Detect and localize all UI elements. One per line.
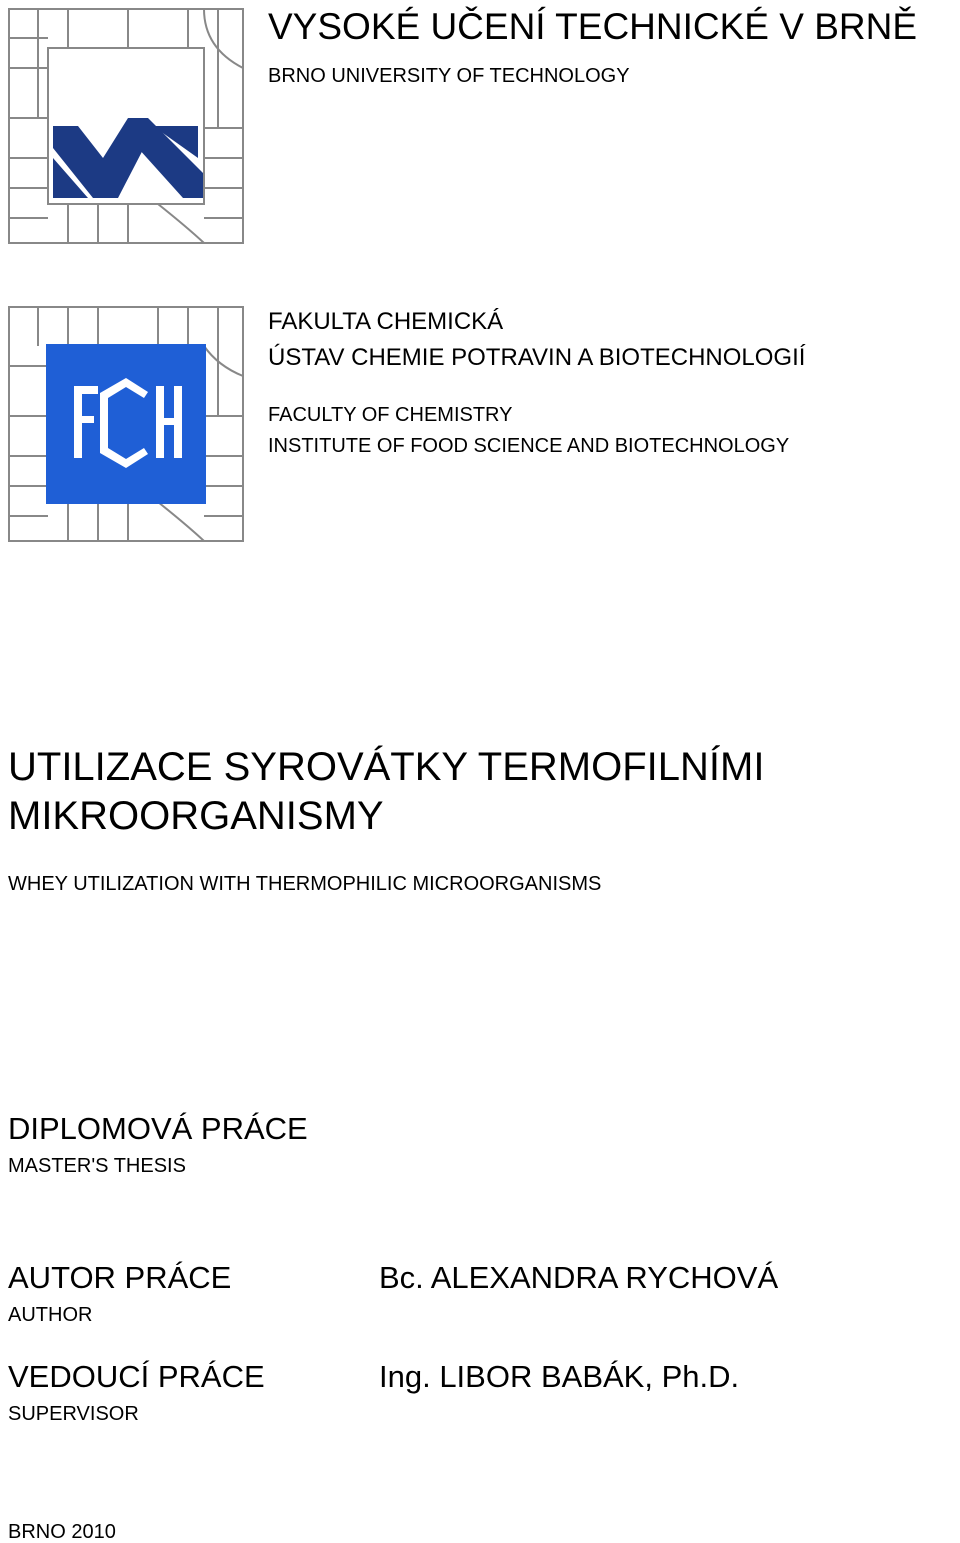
institute-name-en: INSTITUTE OF FOOD SCIENCE AND BIOTECHNOLOGY bbox=[268, 435, 790, 457]
institute-name-cz: ÚSTAV CHEMIE POTRAVIN A BIOTECHNOLOGIÍ bbox=[268, 344, 806, 371]
fch-logo-icon bbox=[8, 306, 244, 542]
author-name: Bc. ALEXANDRA RYCHOVÁ bbox=[379, 1260, 779, 1295]
place-year: BRNO 2010 bbox=[8, 1521, 116, 1543]
thesis-type-cz: DIPLOMOVÁ PRÁCE bbox=[8, 1111, 308, 1146]
supervisor-label-cz: VEDOUCÍ PRÁCE bbox=[8, 1359, 265, 1394]
supervisor-name: Ing. LIBOR BABÁK, Ph.D. bbox=[379, 1359, 740, 1394]
vut-logo-icon bbox=[8, 8, 244, 244]
thesis-type-en: MASTER'S THESIS bbox=[8, 1155, 186, 1177]
thesis-title-en: WHEY UTILIZATION WITH THERMOPHILIC MICROORGANISMS bbox=[8, 873, 602, 895]
university-name-en: BRNO UNIVERSITY OF TECHNOLOGY bbox=[268, 65, 630, 87]
faculty-name-en: FACULTY OF CHEMISTRY bbox=[268, 404, 513, 426]
university-name-cz: VYSOKÉ UČENÍ TECHNICKÉ V BRNĚ bbox=[268, 6, 918, 47]
thesis-title-cz: UTILIZACE SYROVÁTKY TERMOFILNÍMI MIKROORGANISMY bbox=[8, 745, 765, 838]
author-label-en: AUTHOR bbox=[8, 1304, 93, 1326]
supervisor-label-en: SUPERVISOR bbox=[8, 1403, 139, 1425]
faculty-name-cz: FAKULTA CHEMICKÁ bbox=[268, 308, 504, 335]
author-label-cz: AUTOR PRÁCE bbox=[8, 1260, 232, 1295]
